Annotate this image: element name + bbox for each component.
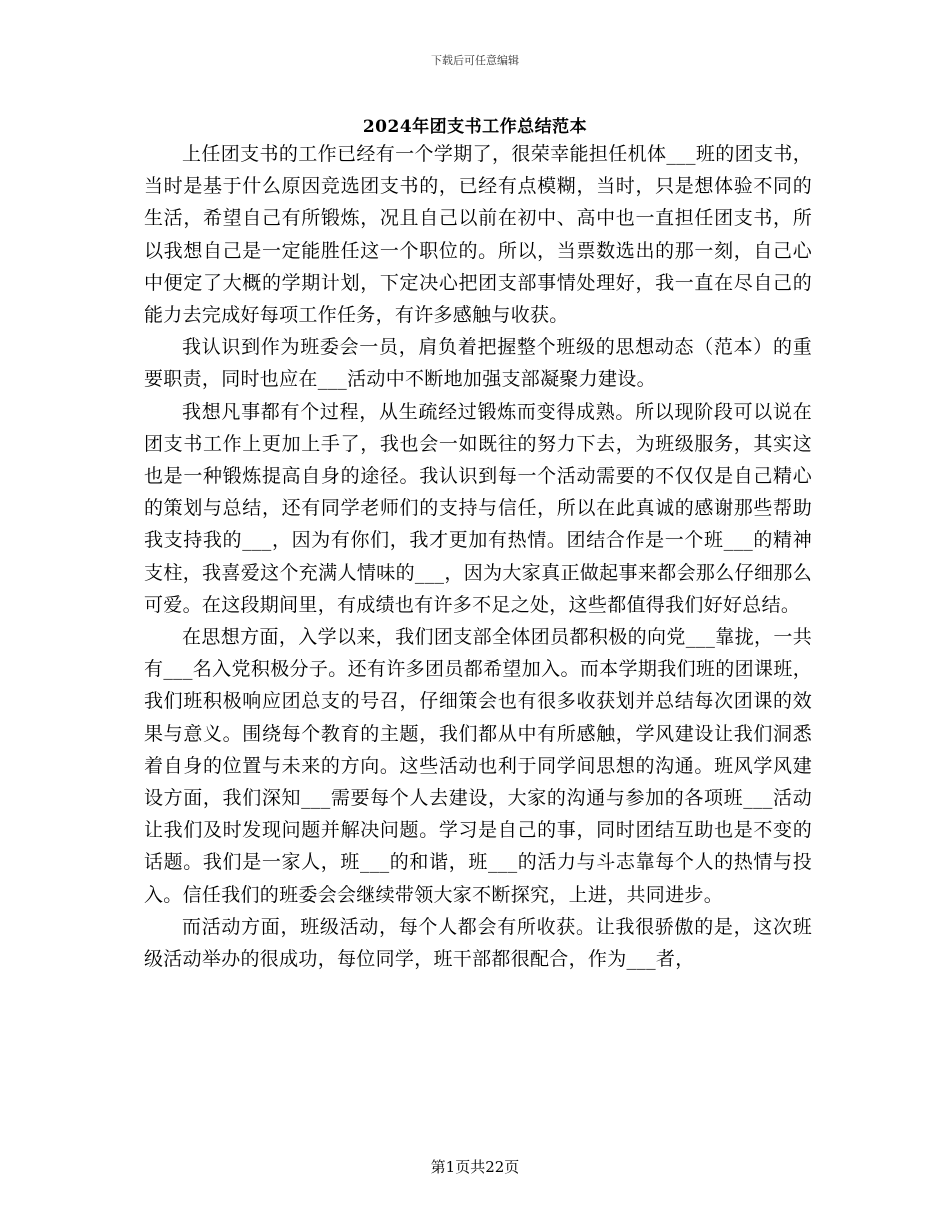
- page-footer: 第1页共22页: [430, 1158, 520, 1176]
- paragraph-2: 我认识到作为班委会一员，肩负着把握整个班级的思想动态（范本）的重要职责，同时也应在___活动中不断地加强支部凝聚力建设。: [144, 336, 812, 391]
- paragraph-3: 我想凡事都有个过程，从生疏经过锻炼而变得成熟。所以现阶段可以说在团支书工作上更加上手了，我也会一如既往的努力下去，为班级服务，其实这也是一种锻炼提高自身的途径。我认识到每一个活动需要的不仅仅是自己精心的策划与总结，还有同学老师们的支持与信任，所以在此真诚的感谢那些帮助我支持我的___，因为有你们，我才更加有热情。团结合作是一个班___的精神支柱，我喜爱这个充满人情味的___，因为大家真正做起事来都会那么仔细那么可爱。在这段期间里，有成绩也有许多不足之处，这些都值得我们好好总结。: [144, 400, 812, 616]
- paragraph-1: 上任团支书的工作已经有一个学期了，很荣幸能担任机体___班的团支书，当时是基于什么原因竞选团支书的，已经有点模糊，当时，只是想体验不同的生活，希望自己有所锻炼，况且自己以前在初中、高中也一直担任团支书，所以我想自己是一定能胜任这一个职位的。所以，当票数选出的那一刻，自己心中便定了大概的学期计划，下定决心把团支部事情处理好，我一直在尽自己的能力去完成好每项工作任务，有许多感触与收获。: [144, 143, 812, 327]
- header-note: 下载后可任意编辑: [431, 54, 519, 67]
- paragraph-5: 而活动方面，班级活动，每个人都会有所收获。让我很骄傲的是，这次班级活动举办的很成功，每位同学，班干部都很配合，作为___者，: [144, 915, 812, 971]
- document-title: 2024年团支书工作总结范本: [362, 117, 588, 137]
- paragraph-4: 在思想方面，入学以来，我们团支部全体团员都积极的向党___靠拢，一共有___名入党积极分子。还有许多团员都希望加入。而本学期我们班的团课班，我们班积极响应团总支的号召，仔细策会也有很多收获划并总结每次团课的效果与意义。围绕每个教育的主题，我们都从中有所感触，学风建设让我们洞悉着自身的位置与未来的方向。这些活动也利于同学间思想的沟通。班风学风建设方面，我们深知___需要每个人去建设，大家的沟通与参加的各项班___活动让我们及时发现问题并解决问题。学习是自己的事，同时团结互助也是不变的话题。我们是一家人，班___的和谐，班___的活力与斗志靠每个人的热情与投入。信任我们的班委会会继续带领大家不断探究，上进，共同进步。: [144, 626, 812, 906]
- document-body: [144, 138, 812, 975]
